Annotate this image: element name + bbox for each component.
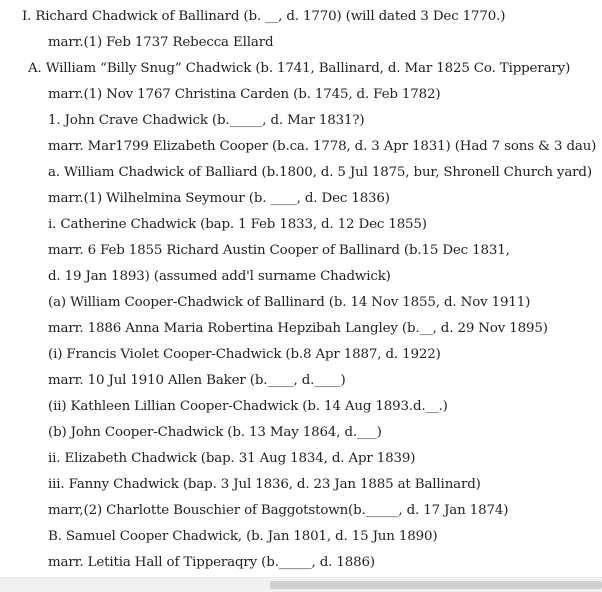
entry-line-catherine-chadwick: i. Catherine Chadwick (bap. 1 Feb 1833, d. 12 Dec 1855): [48, 217, 427, 232]
entry-line-marriage-richard-austin-cooper: marr. 6 Feb 1855 Richard Austin Cooper of Ballinard (b.15 Dec 1831,: [48, 243, 510, 258]
entry-line-marriage-cooper: marr. Mar1799 Elizabeth Cooper (b.ca. 1778, d. 3 Apr 1831) (Had 7 sons & 3 dau): [48, 139, 597, 154]
entry-line-william-billy-snug: A. William “Billy Snug” Chadwick (b. 1741, Ballinard, d. Mar 1825 Co. Tipperary): [28, 61, 571, 76]
entry-line-marriage-seymour: marr.(1) Wilhelmina Seymour (b. ____, d. Dec 1836): [48, 191, 390, 206]
entry-line-samuel-cooper-chadwick: B. Samuel Cooper Chadwick, (b. Jan 1801, d. 15 Jun 1890): [48, 529, 438, 544]
entry-line-marriage-bouschier: marr,(2) Charlotte Bouschier of Baggotstown(b._____, d. 17 Jan 1874): [48, 503, 509, 518]
entry-line-marriage-allen-baker: marr. 10 Jul 1910 Allen Baker (b.____, d.____): [48, 373, 346, 388]
entry-line-john-crave-chadwick: 1. John Crave Chadwick (b._____, d. Mar 1831?): [48, 113, 365, 128]
entry-line-richard-chadwick: I. Richard Chadwick of Ballinard (b. __, d. 1770) (will dated 3 Dec 1770.): [22, 9, 506, 24]
entry-line-francis-violet: (i) Francis Violet Cooper-Chadwick (b.8 Apr 1887, d. 1922): [48, 347, 441, 362]
entry-line-elizabeth-chadwick: ii. Elizabeth Chadwick (bap. 31 Aug 1834, d. Apr 1839): [48, 451, 416, 466]
scrollbar-thumb[interactable]: [270, 581, 602, 589]
entry-line-marriage-letitia-hall: marr. Letitia Hall of Tipperaqry (b._____, d. 1886): [48, 555, 375, 570]
entry-line-william-of-balliard: a. William Chadwick of Balliard (b.1800, d. 5 Jul 1875, bur, Shronell Church yard): [48, 165, 592, 180]
entry-line-marriage-langley: marr. 1886 Anna Maria Robertina Hepzibah Langley (b.__, d. 29 Nov 1895): [48, 321, 548, 336]
entry-line-john-cooper-chadwick: (b) John Cooper-Chadwick (b. 13 May 1864, d.___): [48, 425, 382, 440]
entry-line-marriage-carden: marr.(1) Nov 1767 Christina Carden (b. 1745, d. Feb 1782): [48, 87, 441, 102]
horizontal-scrollbar[interactable]: [0, 577, 602, 592]
entry-line-fanny-chadwick: iii. Fanny Chadwick (bap. 3 Jul 1836, d. 23 Jan 1885 at Ballinard): [48, 477, 481, 492]
entry-line-marriage-ellard: marr.(1) Feb 1737 Rebecca Ellard: [48, 35, 274, 50]
entry-line-kathleen-lillian: (ii) Kathleen Lillian Cooper-Chadwick (b. 14 Aug 1893.d.__.): [48, 399, 448, 414]
entry-line-continuation-assumed-surname: d. 19 Jan 1893) (assumed add'l surname Chadwick): [48, 269, 391, 284]
entry-line-william-cooper-chadwick: (a) William Cooper-Chadwick of Ballinard (b. 14 Nov 1855, d. Nov 1911): [48, 295, 531, 310]
